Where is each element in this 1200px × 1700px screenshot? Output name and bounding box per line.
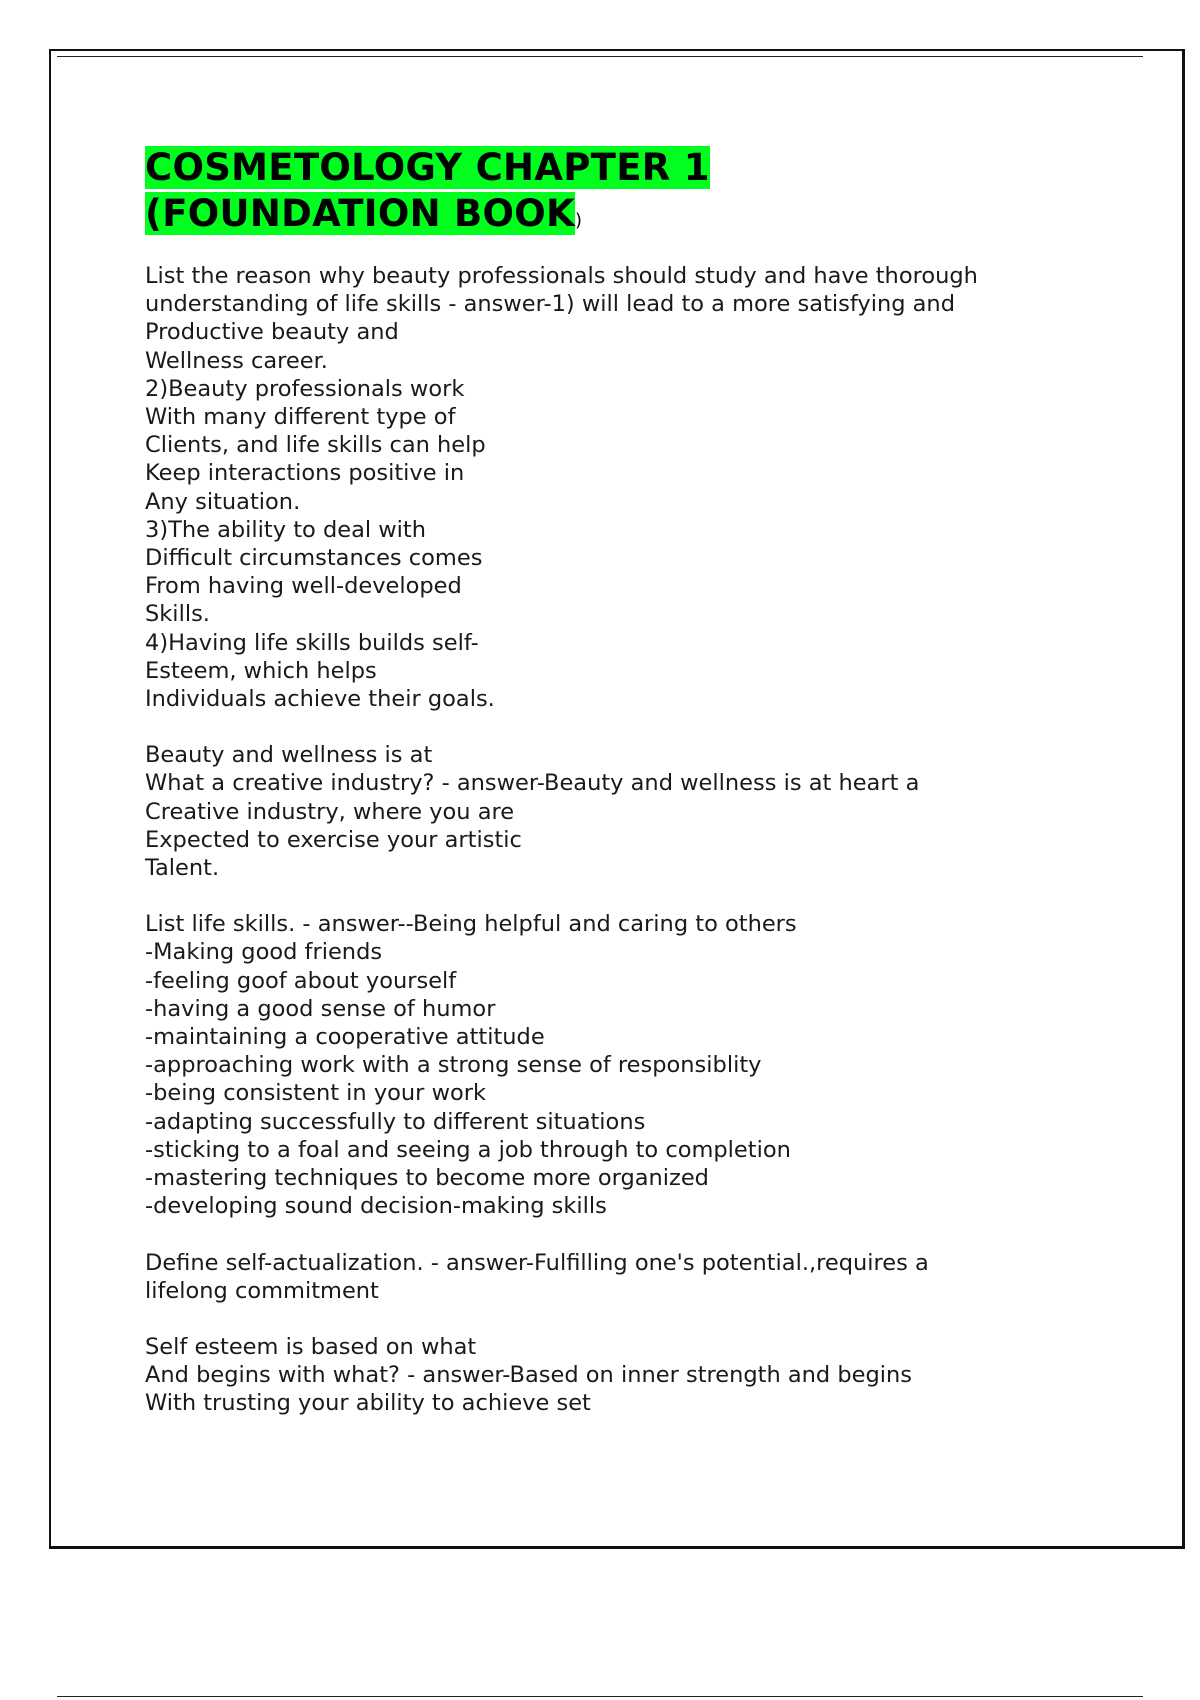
text-line: 3)The ability to deal with [145, 516, 426, 543]
text-line: List the reason why beauty professionals should study and have thorough [145, 263, 978, 289]
text-line: -Making good friends [145, 939, 383, 966]
text-line: With many different type of [145, 404, 456, 431]
text-line: Any situation. [145, 488, 301, 515]
text-line: -adapting successfully to different situations [145, 1108, 646, 1135]
text-line: -mastering techniques to become more organized [145, 1165, 709, 1192]
bottom-rule [57, 1696, 1143, 1697]
text-line: lifelong commitment [145, 1277, 379, 1304]
text-line: Productive beauty and [145, 319, 399, 346]
text-line: -maintaining a cooperative attitude [145, 1024, 545, 1051]
title-closing-paren: ) [575, 210, 583, 231]
text-line: Difficult circumstances comes [145, 545, 483, 572]
text-line: -having a good sense of humor [145, 995, 496, 1022]
text-line: understanding of life skills - answer-1) will lead to a more satisfying and [145, 291, 955, 318]
text-line: Individuals achieve their goals. [145, 686, 495, 713]
qa-paragraph [145, 910, 1075, 1220]
text-line: Creative industry, where you are [145, 798, 515, 825]
text-line: From having well-developed [145, 573, 462, 600]
document-body [145, 262, 1075, 1418]
text-line: Esteem, which helps [145, 657, 377, 684]
text-line: -approaching work with a strong sense of responsiblity [145, 1052, 762, 1079]
title-line-1: COSMETOLOGY CHAPTER 1 [145, 146, 710, 189]
qa-paragraph [145, 741, 1075, 882]
top-rule [57, 56, 1143, 57]
text-line: Self esteem is based on what [145, 1333, 477, 1360]
text-line: -sticking to a foal and seeing a job through to completion [145, 1136, 791, 1163]
text-line: Skills. [145, 601, 210, 628]
text-line: Beauty and wellness is at [145, 742, 433, 769]
text-line: Define self-actualization. - answer-Fulfilling one's potential.,requires a [145, 1249, 929, 1276]
text-line: 4)Having life skills builds self- [145, 629, 479, 656]
document-content [145, 145, 1075, 1446]
text-line: Clients, and life skills can help [145, 432, 486, 459]
text-line: List life skills. - answer--Being helpful and caring to others [145, 911, 797, 938]
qa-paragraph [145, 1249, 1075, 1305]
text-line: 2)Beauty professionals work [145, 375, 465, 402]
text-line: -developing sound decision-making skills [145, 1193, 607, 1220]
qa-paragraph [145, 1333, 1075, 1418]
text-line: Expected to exercise your artistic [145, 826, 522, 853]
page-title [145, 145, 1075, 244]
text-line: Talent. [145, 855, 220, 882]
qa-paragraph [145, 262, 1075, 713]
text-line: -being consistent in your work [145, 1080, 487, 1107]
text-line: What a creative industry? - answer-Beauty and wellness is at heart a [145, 770, 920, 797]
text-line: Keep interactions positive in [145, 460, 465, 487]
text-line: -feeling goof about yourself [145, 967, 457, 994]
text-line: Wellness career. [145, 347, 328, 374]
text-line: With trusting your ability to achieve set [145, 1390, 591, 1417]
title-line-2: (FOUNDATION BOOK [145, 192, 576, 235]
text-line: And begins with what? - answer-Based on inner strength and begins [145, 1362, 913, 1389]
